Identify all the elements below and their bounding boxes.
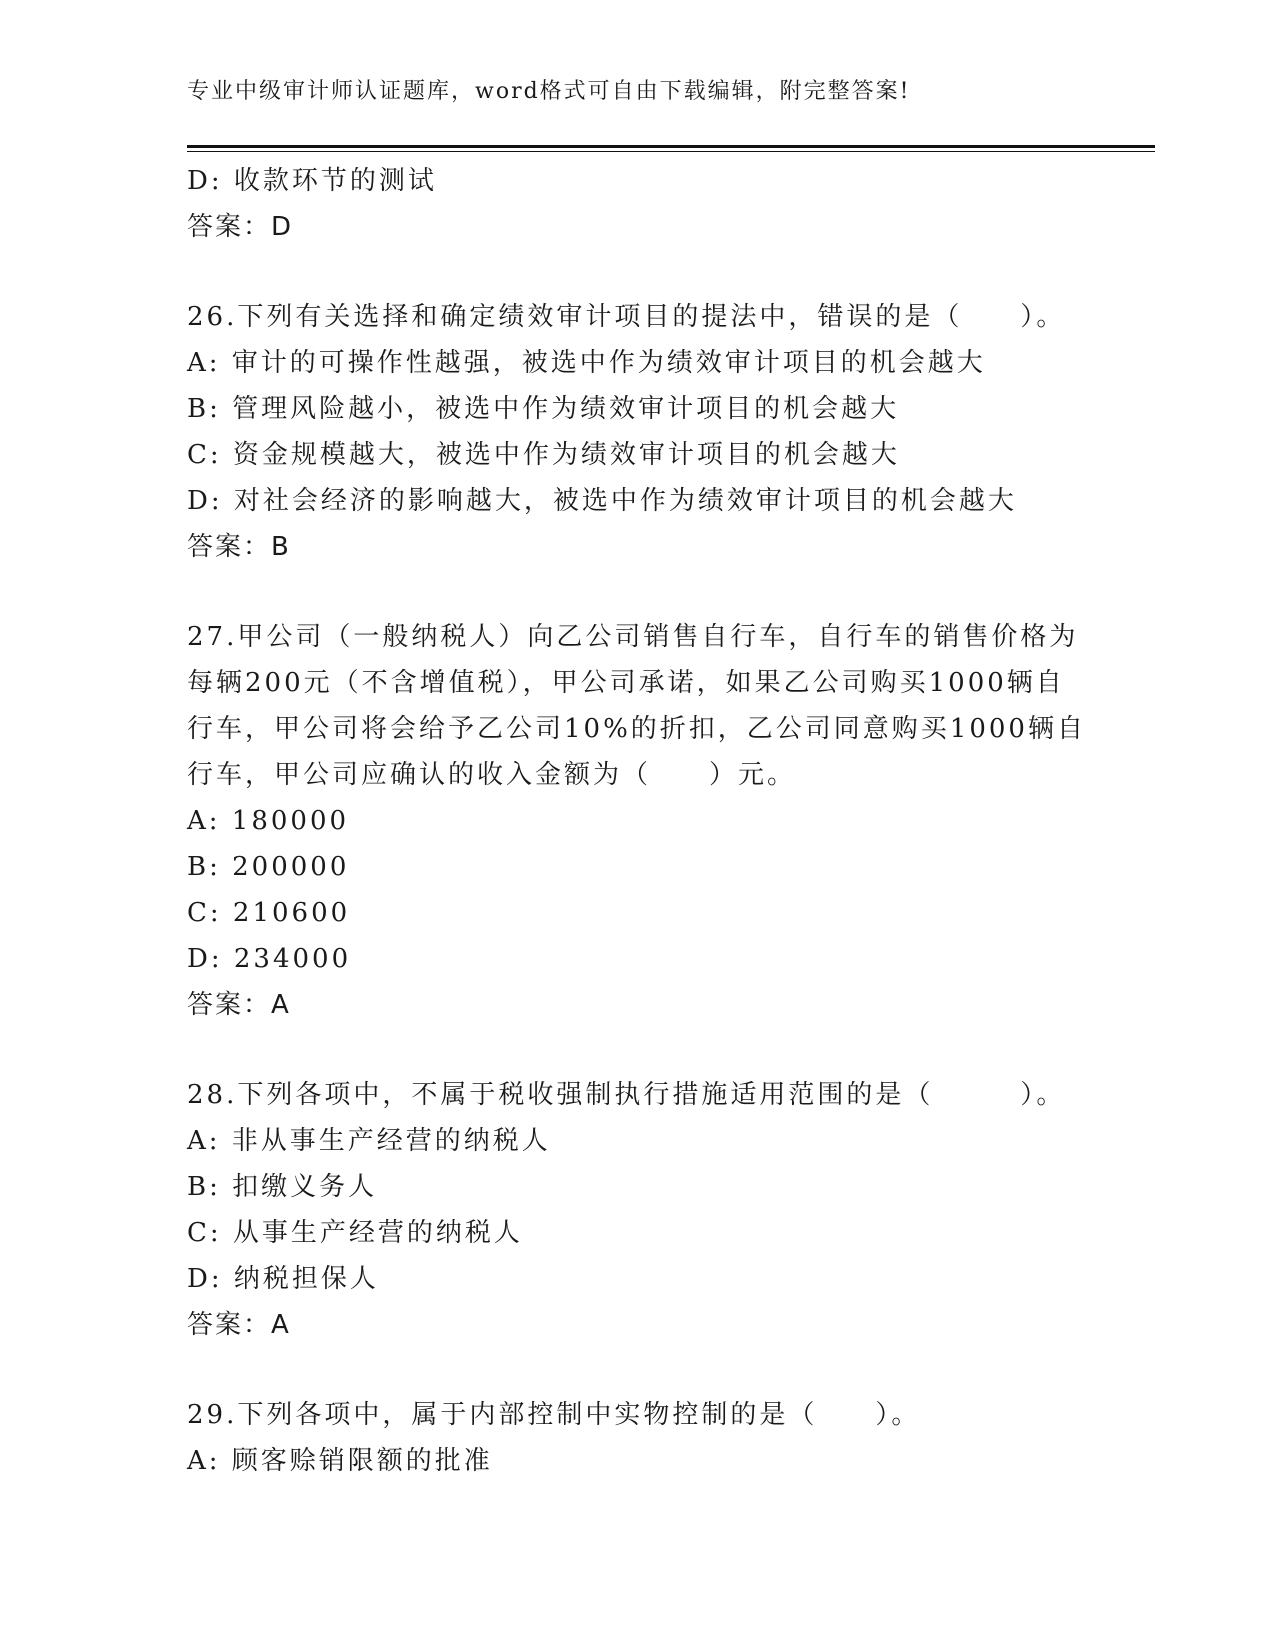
question-stem-line: 行车，甲公司应确认的收入金额为（ ）元。 bbox=[187, 760, 797, 790]
question-26 bbox=[187, 294, 1087, 570]
option-c: C: 210600 bbox=[187, 898, 351, 928]
option-a: A: 非从事生产经营的纳税人 bbox=[187, 1126, 551, 1156]
header-rule-thin bbox=[187, 151, 1155, 152]
question-27 bbox=[187, 614, 1087, 1028]
option-c: C: 从事生产经营的纳税人 bbox=[187, 1218, 523, 1248]
option-b: B: 扣缴义务人 bbox=[187, 1172, 378, 1202]
question-stem: 26.下列有关选择和确定绩效审计项目的提法中，错误的是（ ）。 bbox=[187, 302, 1066, 332]
answer: 答案：D bbox=[187, 212, 294, 242]
option-a: A: 180000 bbox=[187, 806, 350, 836]
question-stem-line: 每辆200元（不含增值税），甲公司承诺，如果乙公司购买1000辆自 bbox=[187, 668, 1065, 698]
question-28 bbox=[187, 1072, 1087, 1348]
question-stem: 29.下列各项中，属于内部控制中实物控制的是（ ）。 bbox=[187, 1400, 921, 1430]
answer: 答案：A bbox=[187, 990, 291, 1020]
header-rule-thick bbox=[187, 145, 1155, 148]
question-stem: 28.下列各项中，不属于税收强制执行措施适用范围的是（ ）。 bbox=[187, 1080, 1066, 1110]
option-d: D: 纳税担保人 bbox=[187, 1264, 379, 1294]
option-a: A: 审计的可操作性越强，被选中作为绩效审计项目的机会越大 bbox=[187, 348, 986, 378]
answer: 答案：B bbox=[187, 532, 291, 562]
question-content bbox=[187, 158, 1087, 1484]
question-29 bbox=[187, 1392, 1087, 1484]
option-b: B: 管理风险越小，被选中作为绩效审计项目的机会越大 bbox=[187, 394, 900, 424]
option-b: B: 200000 bbox=[187, 852, 350, 882]
answer: 答案：A bbox=[187, 1310, 291, 1340]
option-d: D: 对社会经济的影响越大，被选中作为绩效审计项目的机会越大 bbox=[187, 486, 1017, 516]
question-stem bbox=[187, 614, 1087, 798]
option-d: D: 234000 bbox=[187, 944, 352, 974]
option-a: A: 顾客赊销限额的批准 bbox=[187, 1446, 493, 1476]
option-d: D: 收款环节的测试 bbox=[187, 166, 437, 196]
question-stem-line: 27.甲公司（一般纳税人）向乙公司销售自行车，自行车的销售价格为 bbox=[187, 622, 1079, 652]
option-c: C: 资金规模越大，被选中作为绩效审计项目的机会越大 bbox=[187, 440, 900, 470]
question-stem-line: 行车，甲公司将会给予乙公司10%的折扣，乙公司同意购买1000辆自 bbox=[187, 714, 1086, 744]
page-header: 专业中级审计师认证题库，word格式可自由下载编辑，附完整答案! bbox=[187, 79, 911, 104]
